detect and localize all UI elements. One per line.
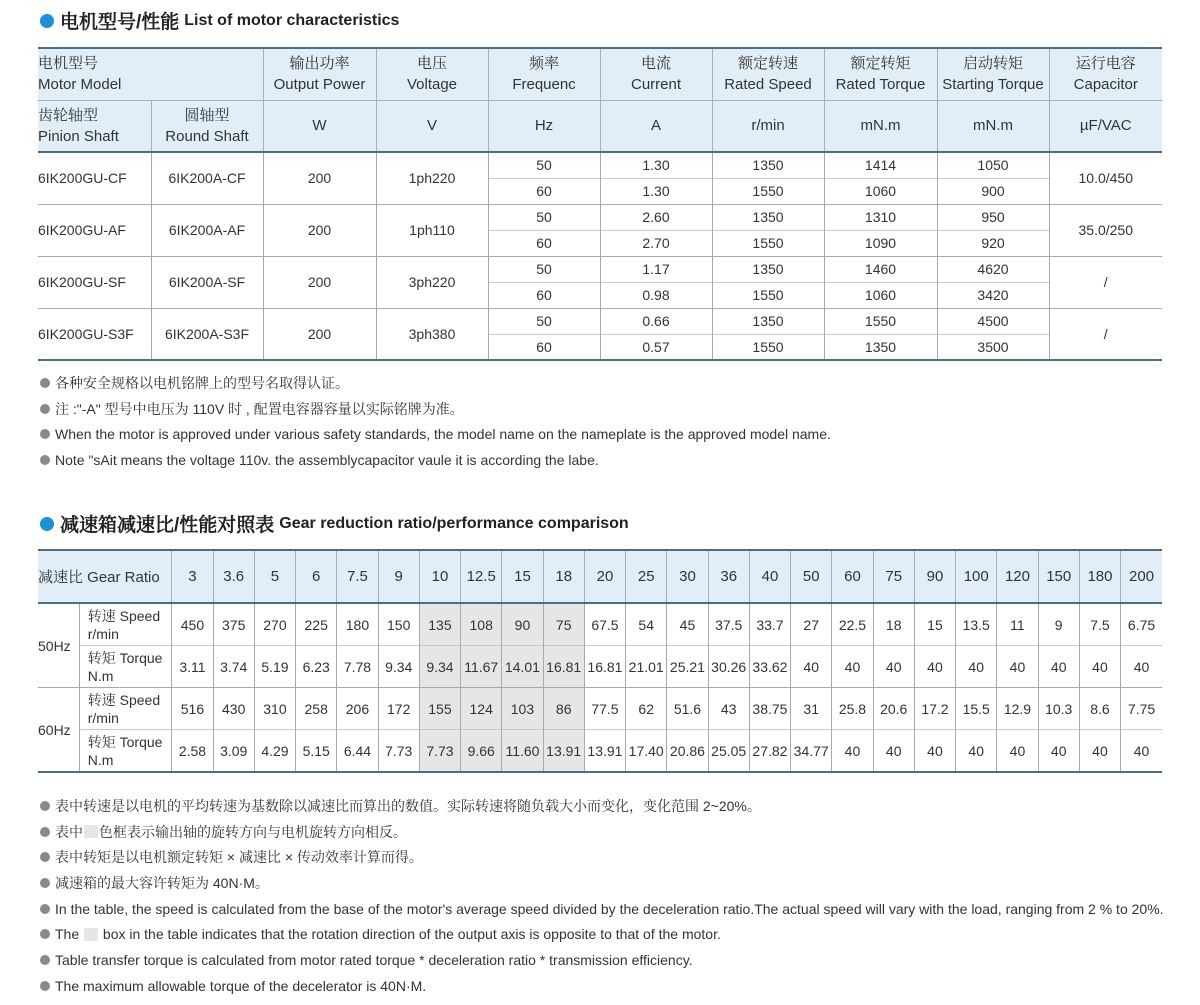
section2-title-en: Gear reduction ratio/performance comparison: [279, 514, 629, 532]
torque-value: 13.91: [543, 730, 584, 773]
ratio-header: 9: [378, 550, 419, 603]
speed-value: 270: [254, 603, 295, 646]
speed-value: 258: [296, 688, 337, 730]
note-item: In the table, the speed is calculated from the base of the motor's average speed divided by the deceleration ratio.The actual speed will vary with the load, ranging from 2 % to 20%.: [40, 896, 1164, 922]
speed-value: 7.5: [1079, 603, 1120, 646]
motor-row: [38, 152, 1162, 178]
section1-title-en: List of motor characteristics: [184, 11, 400, 29]
torque-value: 40: [914, 730, 955, 773]
speed-value: 375: [213, 603, 254, 646]
torque-value: 40: [997, 646, 1038, 688]
unit-starting-torque: mN.m: [937, 100, 1049, 152]
bullet-icon: [40, 904, 50, 914]
rows60-torque-row: [38, 730, 1162, 773]
speed-value: 12.9: [997, 688, 1038, 730]
torque-value: 25.05: [708, 730, 749, 773]
ratio-header: 100: [956, 550, 997, 603]
speed-label-cn: 转速: [87, 691, 116, 708]
current: 1.17: [600, 256, 712, 282]
starting-torque: 950: [937, 204, 1049, 230]
ratio-header: 25: [626, 550, 667, 603]
bullet-icon: [40, 929, 50, 939]
speed-value: 103: [502, 688, 543, 730]
frequency-label: 60Hz: [38, 688, 79, 773]
note-item: When the motor is approved under various safety standards, the model name on the nameplate is the approved model name.: [40, 421, 831, 447]
ratio-header: 3: [172, 550, 213, 603]
ratio-header: 30: [667, 550, 708, 603]
torque-value: 40: [1038, 646, 1079, 688]
starting-torque: 3500: [937, 334, 1049, 360]
bullet-icon: [40, 955, 50, 965]
speed-label: [79, 688, 172, 730]
speed-value: 6.75: [1121, 603, 1162, 646]
torque-value: 40: [1038, 730, 1079, 773]
output-power: 200: [263, 256, 376, 308]
speed-value: 67.5: [584, 603, 625, 646]
speed-unit: r/min: [87, 709, 119, 726]
rated-torque: 1310: [824, 204, 937, 230]
torque-value: 6.44: [337, 730, 378, 773]
speed-value: 172: [378, 688, 419, 730]
capacitor: /: [1049, 256, 1162, 308]
speed-value: 43: [708, 688, 749, 730]
torque-value: 4.29: [254, 730, 295, 773]
torque-unit: N.m: [87, 667, 114, 684]
speed-value: 10.3: [1038, 688, 1079, 730]
speed-label-cn: 转速: [87, 607, 116, 624]
motor-row: [38, 256, 1162, 282]
rated-torque: 1060: [824, 282, 937, 308]
frequency: 50: [488, 204, 600, 230]
torque-value: 5.15: [296, 730, 337, 773]
notes-section1: [40, 370, 831, 473]
torque-value: 5.19: [254, 646, 295, 688]
torque-value: 40: [791, 646, 832, 688]
note-item: 减速箱的最大容许转矩为 40N·M。: [40, 870, 1164, 896]
unit-speed: r/min: [712, 100, 824, 152]
rated-torque: 1060: [824, 178, 937, 204]
pinion-model: 6IK200GU-AF: [38, 204, 151, 256]
pinion-model: 6IK200GU-SF: [38, 256, 151, 308]
torque-value: 3.74: [213, 646, 254, 688]
header-capacitor: 运行电容 Capacitor: [1049, 48, 1162, 100]
torque-value: 16.81: [543, 646, 584, 688]
speed-value: 13.5: [956, 603, 997, 646]
ratio-header: 36: [708, 550, 749, 603]
torque-value: 7.73: [419, 730, 460, 773]
torque-unit: N.m: [87, 751, 114, 768]
note-item: The maximum allowable torque of the decelerator is 40N·M.: [40, 973, 1164, 999]
starting-torque: 4500: [937, 308, 1049, 334]
unit-frequency: Hz: [488, 100, 600, 152]
rated-torque: 1090: [824, 230, 937, 256]
output-power: 200: [263, 204, 376, 256]
current: 0.57: [600, 334, 712, 360]
ratio-header: 180: [1079, 550, 1120, 603]
speed-value: 124: [461, 688, 502, 730]
speed-value: 37.5: [708, 603, 749, 646]
capacitor: 35.0/250: [1049, 204, 1162, 256]
pinion-model: 6IK200GU-CF: [38, 152, 151, 204]
round-model: 6IK200A-S3F: [151, 308, 263, 360]
section2-title: [40, 510, 629, 537]
voltage: 1ph220: [376, 152, 488, 204]
frequency: 60: [488, 334, 600, 360]
frequency-label: 50Hz: [38, 603, 79, 688]
speed-value: 8.6: [1079, 688, 1120, 730]
bullet-dot-icon: [40, 517, 54, 531]
torque-value: 11.60: [502, 730, 543, 773]
speed-value: 25.8: [832, 688, 873, 730]
header-model: 电机型号 Motor Model: [38, 48, 263, 100]
unit-capacitor: µF/VAC: [1049, 100, 1162, 152]
rows60-speed-row: [38, 688, 1162, 730]
capacitor: 10.0/450: [1049, 152, 1162, 204]
speed-value: 516: [172, 688, 213, 730]
torque-value: 40: [1121, 646, 1162, 688]
torque-value: 33.62: [749, 646, 790, 688]
torque-value: 40: [1079, 646, 1120, 688]
shade-legend-box: [84, 825, 98, 838]
torque-value: 7.73: [378, 730, 419, 773]
rated-speed: 1350: [712, 152, 824, 178]
speed-value: 38.75: [749, 688, 790, 730]
notes-section2: [40, 793, 1164, 999]
torque-value: 40: [832, 646, 873, 688]
bullet-dot-icon: [40, 14, 54, 28]
torque-label-en: Torque: [119, 649, 163, 666]
speed-value: 206: [337, 688, 378, 730]
speed-value: 7.75: [1121, 688, 1162, 730]
speed-value: 15.5: [956, 688, 997, 730]
header-round-shaft: 圆轴型 Round Shaft: [151, 100, 263, 152]
gear-ratio-header-row: [38, 550, 1162, 603]
torque-value: 9.34: [419, 646, 460, 688]
speed-label-en: Speed: [119, 607, 161, 624]
bullet-icon: [40, 981, 50, 991]
torque-value: 40: [956, 646, 997, 688]
motor-characteristics-table: [38, 47, 1162, 361]
ratio-header: 20: [584, 550, 625, 603]
speed-value: 135: [419, 603, 460, 646]
ratio-header: 40: [749, 550, 790, 603]
voltage: 3ph380: [376, 308, 488, 360]
torque-value: 11.67: [461, 646, 502, 688]
frequency: 60: [488, 230, 600, 256]
section1-title: [40, 7, 399, 34]
bullet-icon: [40, 827, 50, 837]
speed-value: 310: [254, 688, 295, 730]
torque-value: 40: [1079, 730, 1120, 773]
torque-value: 40: [873, 646, 914, 688]
torque-value: 3.11: [172, 646, 213, 688]
bullet-icon: [40, 455, 50, 465]
ratio-header: 90: [914, 550, 955, 603]
speed-value: 430: [213, 688, 254, 730]
speed-value: 51.6: [667, 688, 708, 730]
ratio-header: 75: [873, 550, 914, 603]
ratio-header: 200: [1121, 550, 1162, 603]
torque-value: 40: [914, 646, 955, 688]
bullet-icon: [40, 378, 50, 388]
torque-label: [79, 730, 172, 773]
rated-speed: 1550: [712, 178, 824, 204]
unit-voltage: V: [376, 100, 488, 152]
bullet-icon: [40, 801, 50, 811]
rated-speed: 1350: [712, 256, 824, 282]
speed-value: 9: [1038, 603, 1079, 646]
ratio-header: 150: [1038, 550, 1079, 603]
rated-speed: 1350: [712, 204, 824, 230]
speed-value: 22.5: [832, 603, 873, 646]
torque-value: 2.58: [172, 730, 213, 773]
ratio-header: 5: [254, 550, 295, 603]
rated-speed: 1350: [712, 308, 824, 334]
section1-title-cn: 电机型号/性能: [60, 12, 180, 33]
frequency: 60: [488, 178, 600, 204]
torque-value: 34.77: [791, 730, 832, 773]
ratio-header: 50: [791, 550, 832, 603]
speed-value: 180: [337, 603, 378, 646]
note-item: Note "sAit means the voltage 110v. the assemblycapacitor vaule it is according the labe.: [40, 447, 831, 473]
current: 1.30: [600, 178, 712, 204]
note-item: 表中 色框表示输出轴的旋转方向与电机旋转方向相反。: [40, 819, 1164, 845]
header-row-1: [38, 48, 1162, 100]
torque-value: 6.23: [296, 646, 337, 688]
speed-value: 31: [791, 688, 832, 730]
ratio-header: 12.5: [461, 550, 502, 603]
gear-ratio-table: [38, 549, 1162, 773]
header-power: 输出功率 Output Power: [263, 48, 376, 100]
rated-torque: 1414: [824, 152, 937, 178]
speed-value: 20.6: [873, 688, 914, 730]
starting-torque: 3420: [937, 282, 1049, 308]
torque-value: 25.21: [667, 646, 708, 688]
rated-torque: 1460: [824, 256, 937, 282]
frequency: 50: [488, 152, 600, 178]
current: 2.70: [600, 230, 712, 256]
rows50-speed-row: [38, 603, 1162, 646]
note-item: Table transfer torque is calculated from motor rated torque * deceleration ratio * transmission efficiency.: [40, 947, 1164, 973]
motor-row: [38, 308, 1162, 334]
speed-value: 225: [296, 603, 337, 646]
voltage: 3ph220: [376, 256, 488, 308]
header-voltage: 电压 Voltage: [376, 48, 488, 100]
ratio-header: 15: [502, 550, 543, 603]
speed-value: 45: [667, 603, 708, 646]
bullet-icon: [40, 878, 50, 888]
header-rated-speed: 额定转速 Rated Speed: [712, 48, 824, 100]
frequency: 60: [488, 282, 600, 308]
round-model: 6IK200A-AF: [151, 204, 263, 256]
current: 1.30: [600, 152, 712, 178]
torque-value: 9.34: [378, 646, 419, 688]
starting-torque: 920: [937, 230, 1049, 256]
rows50-torque-row: [38, 646, 1162, 688]
frequency: 50: [488, 308, 600, 334]
current: 0.66: [600, 308, 712, 334]
speed-value: 450: [172, 603, 213, 646]
rated-torque: 1550: [824, 308, 937, 334]
ratio-header: 120: [997, 550, 1038, 603]
torque-label-en: Torque: [119, 733, 163, 750]
ratio-header: 7.5: [337, 550, 378, 603]
header-frequency: 频率 Frequenc: [488, 48, 600, 100]
unit-power: W: [263, 100, 376, 152]
ratio-header: 10: [419, 550, 460, 603]
speed-value: 33.7: [749, 603, 790, 646]
torque-label-cn: 转矩: [87, 733, 116, 750]
gear-ratio-header-label: 减速比 Gear Ratio: [38, 550, 172, 603]
bullet-icon: [40, 429, 50, 439]
speed-value: 15: [914, 603, 955, 646]
motor-row: [38, 204, 1162, 230]
speed-value: 150: [378, 603, 419, 646]
note-item: 表中转矩是以电机额定转矩 × 减速比 × 传动效率计算而得。: [40, 844, 1164, 870]
rated-speed: 1550: [712, 334, 824, 360]
speed-value: 155: [419, 688, 460, 730]
torque-value: 14.01: [502, 646, 543, 688]
starting-torque: 4620: [937, 256, 1049, 282]
torque-value: 40: [873, 730, 914, 773]
ratio-header: 3.6: [213, 550, 254, 603]
speed-label: [79, 603, 172, 646]
current: 0.98: [600, 282, 712, 308]
torque-label-cn: 转矩: [87, 649, 116, 666]
torque-value: 3.09: [213, 730, 254, 773]
speed-value: 11: [997, 603, 1038, 646]
speed-value: 77.5: [584, 688, 625, 730]
note-item: 表中转速是以电机的平均转速为基数除以减速比而算出的数值。实际转速将随负载大小而变化，变化范围 2~20%。: [40, 793, 1164, 819]
speed-value: 54: [626, 603, 667, 646]
shade-legend-box: [84, 928, 98, 941]
current: 2.60: [600, 204, 712, 230]
ratio-header: 18: [543, 550, 584, 603]
torque-value: 40: [832, 730, 873, 773]
torque-value: 20.86: [667, 730, 708, 773]
unit-rated-torque: mN.m: [824, 100, 937, 152]
torque-value: 17.40: [626, 730, 667, 773]
gear-table-body: [38, 603, 1162, 772]
capacitor: /: [1049, 308, 1162, 360]
torque-value: 9.66: [461, 730, 502, 773]
speed-value: 62: [626, 688, 667, 730]
rated-speed: 1550: [712, 230, 824, 256]
torque-value: 16.81: [584, 646, 625, 688]
round-model: 6IK200A-CF: [151, 152, 263, 204]
torque-value: 27.82: [749, 730, 790, 773]
bullet-icon: [40, 852, 50, 862]
speed-value: 86: [543, 688, 584, 730]
note-item: 各种安全规格以电机铭牌上的型号名取得认证。: [40, 370, 831, 396]
bullet-icon: [40, 404, 50, 414]
frequency: 50: [488, 256, 600, 282]
output-power: 200: [263, 308, 376, 360]
note-item: The box in the table indicates that the rotation direction of the output axis is opposite to that of the motor.: [40, 921, 1164, 947]
speed-value: 90: [502, 603, 543, 646]
starting-torque: 1050: [937, 152, 1049, 178]
header-current: 电流 Current: [600, 48, 712, 100]
round-model: 6IK200A-SF: [151, 256, 263, 308]
speed-value: 17.2: [914, 688, 955, 730]
torque-value: 40: [1121, 730, 1162, 773]
speed-value: 27: [791, 603, 832, 646]
rated-speed: 1550: [712, 282, 824, 308]
output-power: 200: [263, 152, 376, 204]
ratio-header: 60: [832, 550, 873, 603]
rated-torque: 1350: [824, 334, 937, 360]
voltage: 1ph110: [376, 204, 488, 256]
speed-label-en: Speed: [119, 691, 161, 708]
header-starting-torque: 启动转矩 Starting Torque: [937, 48, 1049, 100]
torque-value: 40: [997, 730, 1038, 773]
speed-value: 18: [873, 603, 914, 646]
pinion-model: 6IK200GU-S3F: [38, 308, 151, 360]
speed-value: 108: [461, 603, 502, 646]
torque-value: 13.91: [584, 730, 625, 773]
note-item: 注 :"-A" 型号中电压为 110V 时 , 配置电容器容量以实际铭牌为准。: [40, 396, 831, 422]
header-row-2: [38, 100, 1162, 152]
unit-current: A: [600, 100, 712, 152]
header-rated-torque: 额定转矩 Rated Torque: [824, 48, 937, 100]
starting-torque: 900: [937, 178, 1049, 204]
torque-value: 30.26: [708, 646, 749, 688]
ratio-header: 6: [296, 550, 337, 603]
torque-value: 7.78: [337, 646, 378, 688]
torque-value: 40: [956, 730, 997, 773]
header-pinion-shaft: 齿轮轴型 Pinion Shaft: [38, 100, 151, 152]
speed-unit: r/min: [87, 625, 119, 642]
torque-value: 21.01: [626, 646, 667, 688]
torque-label: [79, 646, 172, 688]
section2-title-cn: 减速箱减速比/性能对照表: [60, 515, 275, 536]
speed-value: 75: [543, 603, 584, 646]
motor-table-body: [38, 152, 1162, 360]
